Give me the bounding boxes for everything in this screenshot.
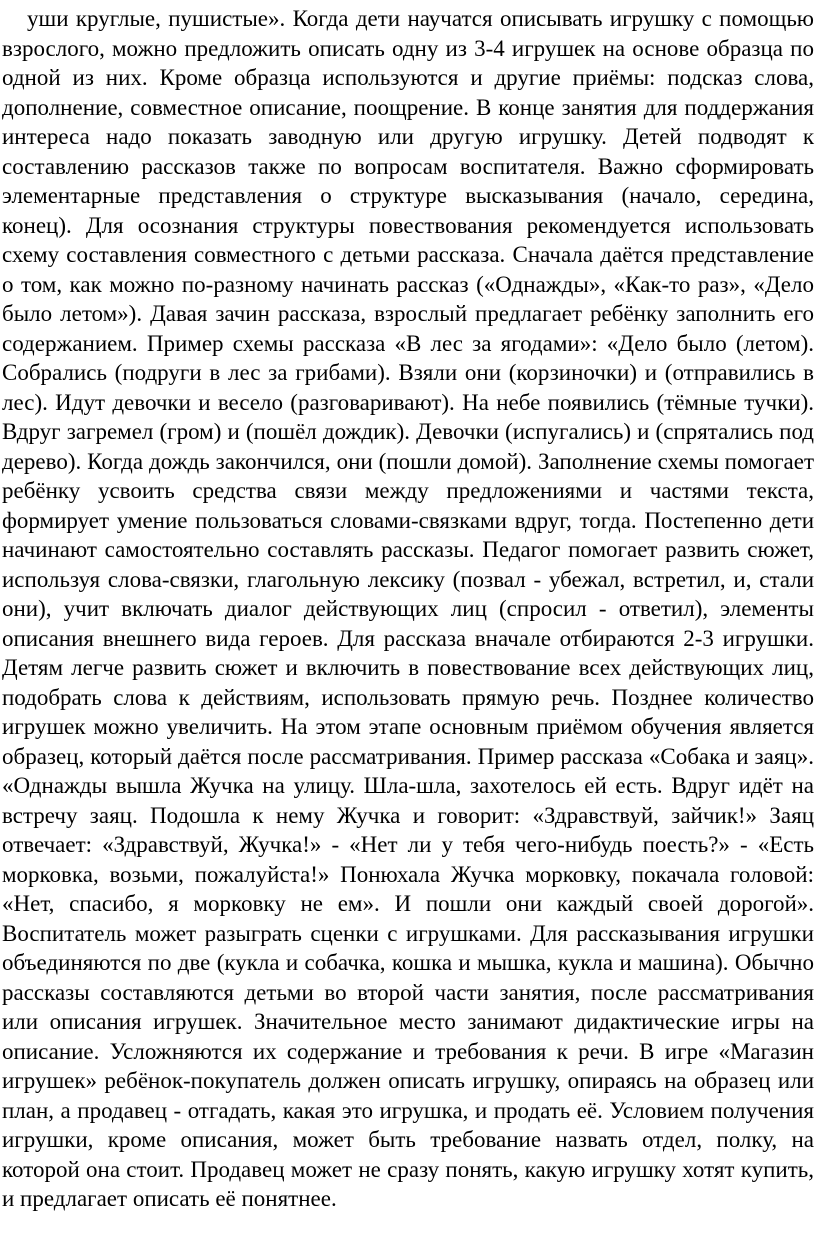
body-paragraph: уши круглые, пушистые». Когда дети научатся описывать игрушку с помощью взрослого, можно предложить описать одну из 3-4 игрушек на основе образца по одной из них. Кроме образца используются и другие приёмы: подсказ слова, дополнение, совместное описание, поощрение. В конце занятия для поддержания интереса надо показать заводную или другую игрушку. Детей подводят к составлению рассказов также по вопросам воспитателя. Важно сформировать элементарные представления о структуре высказывания (начало, середина, конец). Для осознания структуры повествования рекомендуется использовать схему составления совместного с детьми рассказа. Сначала даётся представление о том, как можно по-разному начинать рассказ («Однажды», «Как-то раз», «Дело было летом»). Давая зачин рассказа, взрослый предлагает ребёнку заполнить его содержанием. Пример схемы рассказа «В лес за ягодами»: «Дело было (летом). Собрались (подруги в лес за грибами). Взяли они (корзиночки) и (отправились в лес). Идут девочки и весело (разговаривают). На небе появились (тёмные тучки). Вдруг загремел (гром) и (пошёл дождик). Девочки (испугались) и (спрятались под дерево). Когда дождь закончился, они (пошли домой). Заполнение схемы помогает ребёнку усвоить средства связи между предложениями и частями текста, формирует умение пользоваться словами-связками вдруг, тогда. Постепенно дети начинают самостоятельно составлять рассказы. Педагог помогает развить сюжет, используя слова-связки, глагольную лексику (позвал - убежал, встретил, и, стали они), учит включать диалог действующих лиц (спросил - ответил), элементы описания внешнего вида героев. Для рассказа вначале отбираются 2-3 игрушки. Детям легче развить сюжет и включить в повествование всех действующих лиц, подобрать слова к действиям, использовать прямую речь. Позднее количество игрушек можно увеличить. На этом этапе основным приёмом обучения является образец, который даётся после рассматривания. Пример рассказа «Собака и заяц». «Однажды вышла Жучка на улицу. Шла-шла, захотелось ей есть. Вдруг идёт на встречу заяц. Подошла к нему Жучка и говорит: «Здравствуй, зайчик!» Заяц отвечает: «Здравствуй, Жучка!» - «Нет ли у тебя чего-нибудь поесть?» - «Есть морковка, возьми, пожалуйста!» Понюхала Жучка морковку, покачала головой: «Нет, спасибо, я морковку не ем». И пошли они каждый своей дорогой». Воспитатель может разыграть сценки с игрушками. Для рассказывания игрушки объединяются по две (кукла и собачка, кошка и мышка, кукла и машина). Обычно рассказы составляются детьми во второй части занятия, после рассматривания или описания игрушек. Значительное место занимают дидактические игры на описание. Усложняются их содержание и требования к речи. В игре «Магазин игрушек» ребёнок-покупатель должен описать игрушку, опираясь на образец или план, а продавец - отгадать, какая это игрушка, и продать её. Условием получения игрушки, кроме описания, может быть требование назвать отдел, полку, на которой она стоит. Продавец может не сразу понять, какую игрушку хотят купить, и предлагает описать её понятнее. bbox=[2, 6, 814, 1211]
document-page bbox=[0, 4, 816, 1214]
